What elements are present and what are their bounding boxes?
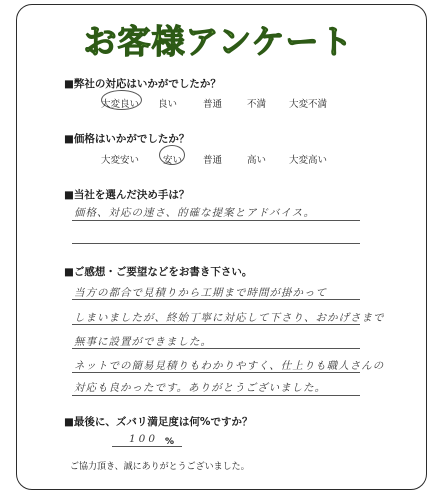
answer-line [72,372,360,373]
survey-title: お客様アンケート [83,22,354,61]
answer-line [72,243,360,244]
option-service-3: 普通 [203,99,223,110]
question-price [64,131,189,146]
option-service-5: 大変不満 [289,99,328,110]
question-service-label: ■弊社の対応はいかがでしたか？ [64,78,221,90]
handwritten-reason: 価格、対応の速さ、的確な提案とアドバイス。 [74,207,316,219]
percent-unit: % [165,437,175,447]
question-price-label: ■価格はいかがでしたか？ [64,133,190,145]
answer-line [72,348,360,349]
option-service-2: 良い [158,99,178,110]
answer-line [72,220,360,221]
option-service-4: 不満 [247,99,267,110]
question-reason-label: ■当社を選んだ決め手は？ [64,189,190,201]
option-price-1: 大変安い [101,155,140,166]
thank-you-note: ご協力頂き、誠にありがとうございました。 [70,462,250,472]
question-reason [64,187,189,202]
handwritten-percentage: 100 [129,433,159,445]
handwritten-comment-line: 当方の都合で見積りから工期まで時間が掛かって [74,287,327,299]
handwritten-comment-line: 対応も良かったです。ありがとうございました。 [74,382,327,394]
handwritten-comment-line: ネットでの簡易見積りもわかりやすく、仕上りも職人さんの [74,360,385,372]
option-price-3: 普通 [203,155,223,166]
question-service [64,76,221,91]
question-comments-label: ■ご感想・ご要望などをお書き下さい。 [64,266,253,278]
question-satisfaction [64,414,252,429]
option-price-2: 安い [163,155,183,166]
question-comments [64,264,252,279]
question-satisfaction-label: ■最後に、ズバリ満足度は何%ですか？ [64,416,253,428]
handwritten-comment-line: しまいましたが、終始丁寧に対応して下さり、おかげさまで [74,312,385,324]
option-price-5: 大変高い [289,155,328,166]
answer-line [72,395,360,396]
answer-line [72,324,360,325]
handwritten-comment-line: 無事に設置ができました。 [74,336,212,348]
answer-line [72,299,360,300]
option-price-4: 高い [247,155,267,166]
option-service-1: 大変良い [101,99,140,110]
